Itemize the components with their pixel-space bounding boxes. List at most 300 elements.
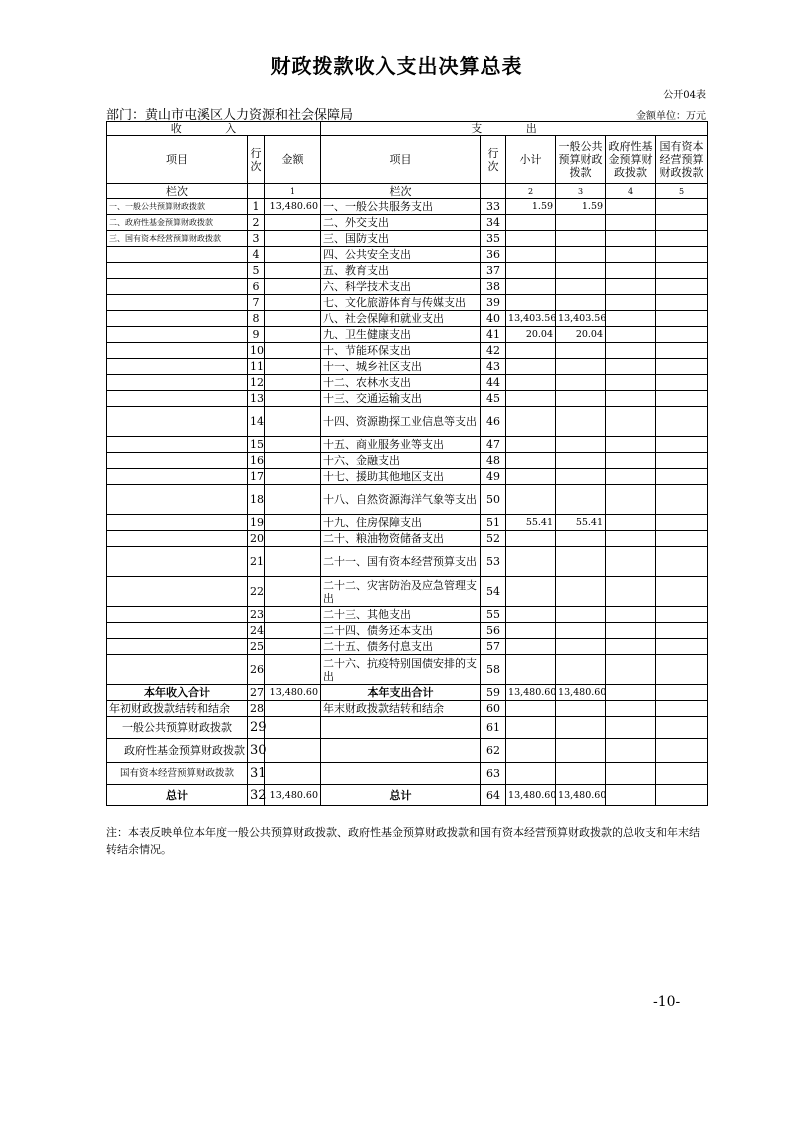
expense-subtotal [506, 247, 556, 263]
table-row [107, 623, 708, 639]
expense-item: 十四、资源勘探工业信息等支出 [321, 407, 481, 437]
expense-line: 39 [481, 295, 506, 311]
income-line: 23 [248, 607, 265, 623]
income-amount [265, 295, 321, 311]
expense-subtotal [506, 655, 556, 685]
expense-general [556, 215, 606, 231]
income-item [107, 375, 248, 391]
carry-in-line: 28 [248, 701, 265, 717]
grand-total-line-2: 64 [481, 785, 506, 806]
unit-label: 金额单位：万元 [636, 111, 706, 122]
table-row [107, 343, 708, 359]
income-item [107, 531, 248, 547]
expense-total-label: 本年支出合计 [321, 685, 481, 701]
expense-general [556, 407, 606, 437]
expense-item: 八、社会保障和就业支出 [321, 311, 481, 327]
income-amount [265, 215, 321, 231]
expense-state [656, 311, 708, 327]
expense-subtotal [506, 639, 556, 655]
expense-line: 47 [481, 437, 506, 453]
expense-fund [606, 279, 656, 295]
income-line: 9 [248, 327, 265, 343]
expense-fund [606, 311, 656, 327]
expense-subtotal [506, 359, 556, 375]
expense-line: 42 [481, 343, 506, 359]
table-row [107, 311, 708, 327]
expense-item: 十二、农林水支出 [321, 375, 481, 391]
grand-total-subtotal: 13,480.60 [506, 785, 556, 806]
income-line: 24 [248, 623, 265, 639]
expense-line: 58 [481, 655, 506, 685]
expense-general [556, 391, 606, 407]
income-amount [265, 469, 321, 485]
expense-general [556, 639, 606, 655]
table-row [107, 359, 708, 375]
table-row [107, 263, 708, 279]
income-amount [265, 359, 321, 375]
income-amount [265, 485, 321, 515]
income-item [107, 391, 248, 407]
table-row [107, 375, 708, 391]
income-item [107, 607, 248, 623]
expense-fund [606, 231, 656, 247]
expense-item: 六、科学技术支出 [321, 279, 481, 295]
expense-general: 1.59 [556, 199, 606, 215]
income-amount [265, 279, 321, 295]
expense-section-header: 支 出 [321, 122, 708, 136]
expense-line: 41 [481, 327, 506, 343]
table-row [107, 295, 708, 311]
expense-state [656, 547, 708, 577]
table-row [107, 531, 708, 547]
table-row [107, 327, 708, 343]
expense-item: 二十四、债务还本支出 [321, 623, 481, 639]
expense-fund [606, 515, 656, 531]
income-amount [265, 623, 321, 639]
expense-line: 43 [481, 359, 506, 375]
income-item: 一、一般公共预算财政拨款 [107, 199, 248, 215]
expense-line: 56 [481, 623, 506, 639]
income-line: 3 [248, 231, 265, 247]
income-line: 6 [248, 279, 265, 295]
expense-general [556, 531, 606, 547]
general-budget-header: 一般公共预算财政拨款 [556, 136, 606, 184]
budget-table [106, 121, 708, 806]
expense-state [656, 407, 708, 437]
income-amount [265, 391, 321, 407]
income-line: 7 [248, 295, 265, 311]
income-amount [265, 231, 321, 247]
expense-fund [606, 437, 656, 453]
income-line: 19 [248, 515, 265, 531]
expense-subtotal [506, 577, 556, 607]
expense-subtotal: 13,403.56 [506, 311, 556, 327]
income-item [107, 437, 248, 453]
carry-in-label: 年初财政拨款结转和结余 [107, 701, 248, 717]
expense-fund [606, 359, 656, 375]
income-item [107, 263, 248, 279]
carry-out-general-line: 61 [481, 717, 506, 739]
expense-line: 51 [481, 515, 506, 531]
table-row [107, 391, 708, 407]
carry-in-state-line: 31 [248, 763, 265, 785]
grand-total-label-2: 总计 [321, 785, 481, 806]
expense-state [656, 577, 708, 607]
expense-general [556, 231, 606, 247]
state-capital-header: 国有资本经营预算财政拨款 [656, 136, 708, 184]
expense-subtotal [506, 407, 556, 437]
income-amount [265, 311, 321, 327]
table-row [107, 231, 708, 247]
expense-item: 二十三、其他支出 [321, 607, 481, 623]
expense-state [656, 231, 708, 247]
expense-item: 二十六、抗疫特别国债安排的支出 [321, 655, 481, 685]
income-item: 三、国有资本经营预算财政拨款 [107, 231, 248, 247]
income-item [107, 327, 248, 343]
expense-fund [606, 391, 656, 407]
income-amount [265, 453, 321, 469]
income-amount [265, 437, 321, 453]
income-line: 1 [248, 199, 265, 215]
fund-budget-header: 政府性基金预算财政拨款 [606, 136, 656, 184]
expense-subtotal [506, 375, 556, 391]
expense-fund [606, 469, 656, 485]
expense-state [656, 655, 708, 685]
income-item [107, 247, 248, 263]
expense-fund [606, 453, 656, 469]
col-3: 3 [556, 184, 606, 199]
expense-fund [606, 655, 656, 685]
expense-fund [606, 623, 656, 639]
expense-subtotal [506, 453, 556, 469]
expense-item: 三、国防支出 [321, 231, 481, 247]
income-line: 8 [248, 311, 265, 327]
income-item [107, 453, 248, 469]
table-row [107, 453, 708, 469]
income-line-header: 行次 [248, 136, 265, 184]
expense-fund [606, 215, 656, 231]
expense-state [656, 639, 708, 655]
expense-state [656, 469, 708, 485]
department-label: 部门：黄山市屯溪区人力资源和社会保障局 [106, 108, 354, 123]
income-line: 4 [248, 247, 265, 263]
expense-subtotal [506, 263, 556, 279]
expense-general: 20.04 [556, 327, 606, 343]
income-amount [265, 577, 321, 607]
expense-state [656, 531, 708, 547]
expense-line: 33 [481, 199, 506, 215]
income-item [107, 577, 248, 607]
income-line: 12 [248, 375, 265, 391]
expense-item: 十七、援助其他地区支出 [321, 469, 481, 485]
expense-line: 50 [481, 485, 506, 515]
income-item [107, 485, 248, 515]
expense-state [656, 391, 708, 407]
expense-item: 十六、金融支出 [321, 453, 481, 469]
expense-item: 九、卫生健康支出 [321, 327, 481, 343]
expense-state [656, 453, 708, 469]
expense-general [556, 655, 606, 685]
expense-line: 53 [481, 547, 506, 577]
income-line: 22 [248, 577, 265, 607]
income-item [107, 623, 248, 639]
income-line: 15 [248, 437, 265, 453]
income-line: 17 [248, 469, 265, 485]
income-amount [265, 531, 321, 547]
expense-fund [606, 639, 656, 655]
table-row [107, 407, 708, 437]
income-line: 21 [248, 547, 265, 577]
expense-general [556, 247, 606, 263]
income-amount [265, 343, 321, 359]
expense-line: 37 [481, 263, 506, 279]
expense-item: 十、节能环保支出 [321, 343, 481, 359]
expense-state [656, 375, 708, 391]
income-amount [265, 247, 321, 263]
expense-line: 40 [481, 311, 506, 327]
income-item [107, 343, 248, 359]
col-label-expense: 栏次 [321, 184, 481, 199]
income-line: 13 [248, 391, 265, 407]
table-row [107, 655, 708, 685]
expense-subtotal [506, 343, 556, 359]
expense-fund [606, 407, 656, 437]
expense-subtotal [506, 547, 556, 577]
expense-fund [606, 327, 656, 343]
expense-general [556, 375, 606, 391]
expense-item: 五、教育支出 [321, 263, 481, 279]
expense-line: 55 [481, 607, 506, 623]
expense-state [656, 343, 708, 359]
expense-item: 十一、城乡社区支出 [321, 359, 481, 375]
expense-subtotal [506, 231, 556, 247]
expense-subtotal [506, 279, 556, 295]
expense-state [656, 623, 708, 639]
income-amount [265, 547, 321, 577]
col-label-income: 栏次 [107, 184, 248, 199]
expense-general [556, 295, 606, 311]
income-item [107, 515, 248, 531]
income-amount [265, 375, 321, 391]
expense-fund [606, 607, 656, 623]
income-amount [265, 515, 321, 531]
expense-item: 二十二、灾害防治及应急管理支出 [321, 577, 481, 607]
expense-item: 十五、商业服务业等支出 [321, 437, 481, 453]
expense-general [556, 469, 606, 485]
expense-general [556, 359, 606, 375]
expense-item: 七、文化旅游体育与传媒支出 [321, 295, 481, 311]
income-item: 二、政府性基金预算财政拨款 [107, 215, 248, 231]
expense-fund [606, 295, 656, 311]
income-item-header: 项目 [107, 136, 248, 184]
expense-subtotal [506, 623, 556, 639]
col-1: 1 [265, 184, 321, 199]
expense-subtotal [506, 391, 556, 407]
income-amount [265, 327, 321, 343]
expense-state [656, 295, 708, 311]
table-row [107, 215, 708, 231]
table-row [107, 469, 708, 485]
expense-item: 一、一般公共服务支出 [321, 199, 481, 215]
expense-total-subtotal: 13,480.60 [506, 685, 556, 701]
income-item [107, 311, 248, 327]
expense-line: 38 [481, 279, 506, 295]
expense-line: 46 [481, 407, 506, 437]
expense-fund [606, 247, 656, 263]
expense-fund [606, 199, 656, 215]
table-row [107, 279, 708, 295]
expense-item: 十八、自然资源海洋气象等支出 [321, 485, 481, 515]
carry-out-label: 年末财政拨款结转和结余 [321, 701, 481, 717]
table-row [107, 515, 708, 531]
expense-line: 35 [481, 231, 506, 247]
income-amount [265, 607, 321, 623]
expense-line: 48 [481, 453, 506, 469]
expense-subtotal: 1.59 [506, 199, 556, 215]
expense-item: 二十、粮油物资储备支出 [321, 531, 481, 547]
income-total-label: 本年收入合计 [107, 685, 248, 701]
table-row [107, 199, 708, 215]
expense-general: 55.41 [556, 515, 606, 531]
expense-general [556, 577, 606, 607]
income-amount: 13,480.60 [265, 199, 321, 215]
table-row [107, 639, 708, 655]
expense-subtotal [506, 469, 556, 485]
page-number: -10- [653, 994, 681, 1010]
expense-general [556, 437, 606, 453]
expense-general [556, 607, 606, 623]
footnote: 注：本表反映单位本年度一般公共预算财政拨款、政府性基金预算财政拨款和国有资本经营预算财政拨款的总收支和年末结转结余情况。 [106, 826, 700, 856]
expense-fund [606, 263, 656, 279]
expense-subtotal: 55.41 [506, 515, 556, 531]
expense-fund [606, 375, 656, 391]
expense-line: 36 [481, 247, 506, 263]
expense-line: 54 [481, 577, 506, 607]
expense-general: 13,403.56 [556, 311, 606, 327]
table-row [107, 247, 708, 263]
expense-fund [606, 547, 656, 577]
income-item [107, 279, 248, 295]
expense-total-line: 59 [481, 685, 506, 701]
income-item [107, 639, 248, 655]
table-row [107, 607, 708, 623]
income-item [107, 655, 248, 685]
expense-total-general: 13,480.60 [556, 685, 606, 701]
grand-total-general: 13,480.60 [556, 785, 606, 806]
expense-state [656, 515, 708, 531]
form-number: 公开04表 [663, 90, 706, 101]
income-line: 18 [248, 485, 265, 515]
carry-out-fund-line: 62 [481, 739, 506, 763]
table-row [107, 485, 708, 515]
expense-general [556, 343, 606, 359]
income-line: 2 [248, 215, 265, 231]
income-line: 25 [248, 639, 265, 655]
income-item [107, 547, 248, 577]
carry-in-fund-line: 30 [248, 739, 265, 763]
expense-subtotal [506, 607, 556, 623]
expense-state [656, 437, 708, 453]
carry-in-state-label: 国有资本经营预算财政拨款 [107, 763, 248, 785]
expense-general [556, 453, 606, 469]
table-row [107, 437, 708, 453]
expense-line: 57 [481, 639, 506, 655]
income-amount [265, 655, 321, 685]
income-amount [265, 407, 321, 437]
expense-subtotal [506, 531, 556, 547]
income-section-header: 收 入 [107, 122, 321, 136]
expense-line: 52 [481, 531, 506, 547]
expense-general [556, 547, 606, 577]
income-item [107, 359, 248, 375]
expense-item: 四、公共安全支出 [321, 247, 481, 263]
table-row [107, 547, 708, 577]
expense-fund [606, 531, 656, 547]
expense-general [556, 279, 606, 295]
expense-subtotal: 20.04 [506, 327, 556, 343]
income-line: 14 [248, 407, 265, 437]
subtotal-header: 小计 [506, 136, 556, 184]
income-line: 20 [248, 531, 265, 547]
expense-item: 十三、交通运输支出 [321, 391, 481, 407]
carry-in-fund-label: 政府性基金预算财政拨款 [107, 739, 248, 763]
income-item [107, 407, 248, 437]
income-amount [265, 639, 321, 655]
expense-fund [606, 577, 656, 607]
income-item [107, 295, 248, 311]
carry-in-general-line: 29 [248, 717, 265, 739]
income-line: 26 [248, 655, 265, 685]
expense-state [656, 215, 708, 231]
grand-total-label: 总计 [107, 785, 248, 806]
income-total-line: 27 [248, 685, 265, 701]
expense-state [656, 327, 708, 343]
expense-state [656, 263, 708, 279]
expense-fund [606, 343, 656, 359]
expense-subtotal [506, 215, 556, 231]
expense-general [556, 485, 606, 515]
col-5: 5 [656, 184, 708, 199]
expense-state [656, 279, 708, 295]
expense-line-header: 行次 [481, 136, 506, 184]
grand-total-amount: 13,480.60 [265, 785, 321, 806]
expense-item: 二十一、国有资本经营预算支出 [321, 547, 481, 577]
expense-item: 二、外交支出 [321, 215, 481, 231]
expense-item: 十九、住房保障支出 [321, 515, 481, 531]
expense-item: 二十五、债务付息支出 [321, 639, 481, 655]
income-amount [265, 263, 321, 279]
grand-total-line: 32 [248, 785, 265, 806]
amount-header: 金额 [265, 136, 321, 184]
expense-state [656, 485, 708, 515]
carry-in-general-label: 一般公共预算财政拨款 [107, 717, 248, 739]
table-row [107, 577, 708, 607]
expense-state [656, 607, 708, 623]
expense-line: 45 [481, 391, 506, 407]
expense-line: 44 [481, 375, 506, 391]
expense-line: 49 [481, 469, 506, 485]
income-total-amount: 13,480.60 [265, 685, 321, 701]
income-line: 16 [248, 453, 265, 469]
col-2: 2 [506, 184, 556, 199]
income-line: 11 [248, 359, 265, 375]
expense-subtotal [506, 485, 556, 515]
col-4: 4 [606, 184, 656, 199]
income-line: 5 [248, 263, 265, 279]
page-title: 财政拨款收入支出决算总表 [270, 54, 523, 78]
expense-subtotal [506, 295, 556, 311]
expense-state [656, 359, 708, 375]
